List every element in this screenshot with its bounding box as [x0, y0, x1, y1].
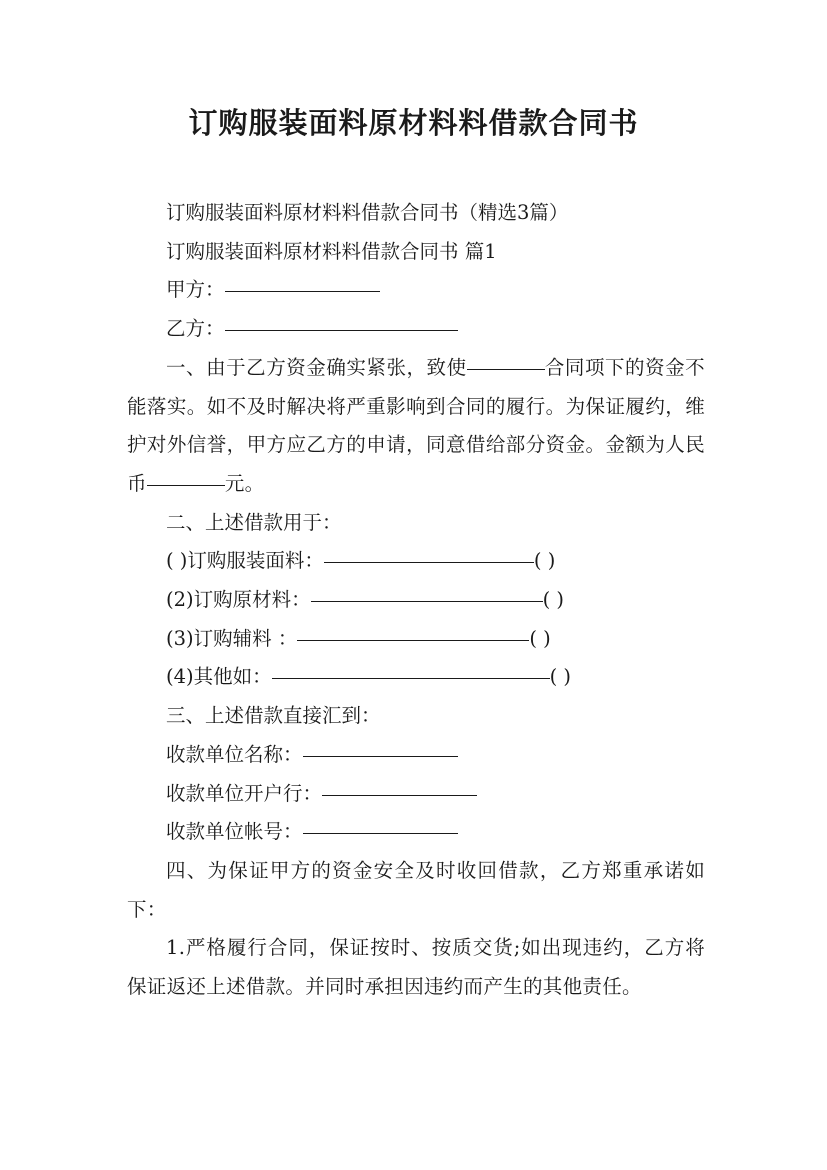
- document-body: [127, 194, 705, 1007]
- party-a-label: 甲方：: [166, 278, 225, 302]
- use-item-blank: [324, 561, 534, 563]
- party-a-blank: [225, 290, 380, 292]
- payee-account-label: 收款单位帐号：: [166, 820, 303, 844]
- use-item-3: [127, 620, 705, 659]
- use-item-2: [127, 581, 705, 620]
- use-item-blank: [272, 677, 550, 679]
- payee-bank-line: [127, 775, 705, 814]
- use-item-suffix: ( ): [533, 549, 556, 573]
- party-b-label: 乙方：: [166, 317, 225, 341]
- party-a-line: [127, 271, 705, 310]
- use-item-label: (2)订购原材料：: [166, 588, 311, 612]
- use-item-4: [127, 658, 705, 697]
- clause-1-text-a: 一、由于乙方资金确实紧张，致使: [166, 355, 467, 379]
- use-item-suffix: ( ): [549, 665, 572, 689]
- clause-3-heading: 三、上述借款直接汇到：: [166, 704, 381, 728]
- clause-4-item-1: 1.严格履行合同，保证按时、按质交货;如出现违约，乙方将保证返还上述借款。并同时承担因违约而产生的其他责任。: [127, 936, 705, 999]
- use-item-label: ( )订购服装面料：: [166, 549, 324, 573]
- part-heading: 订购服装面料原材料料借款合同书 篇1: [166, 239, 497, 263]
- clause-2-heading: 二、上述借款用于：: [166, 510, 342, 534]
- clause-1-text-c: 元。: [224, 471, 265, 495]
- payee-name-line: [127, 736, 705, 775]
- use-item-label: (3)订购辅料 ：: [166, 626, 298, 650]
- use-item-1: [127, 542, 705, 581]
- document-title: 订购服装面料原材料料借款合同书: [188, 106, 639, 140]
- use-item-blank: [297, 639, 529, 641]
- use-item-label: (4)其他如：: [166, 665, 272, 689]
- clause-4: 四、为保证甲方的资金安全及时收回借款，乙方郑重承诺如下：: [127, 858, 705, 921]
- document-subtitle: 订购服装面料原材料料借款合同书（精选3篇）: [166, 201, 569, 224]
- payee-bank-label: 收款单位开户行：: [166, 781, 323, 805]
- payee-name-blank: [303, 755, 458, 757]
- payee-name-label: 收款单位名称：: [166, 742, 303, 766]
- party-b-blank: [225, 329, 458, 331]
- payee-account-blank: [303, 832, 458, 834]
- clause-1: [127, 349, 705, 504]
- payee-bank-blank: [322, 794, 477, 796]
- clause-1-text-b: 合同项下的资金不能落实。如不及时解决将严重影响到合同的履行。为保证履约，维护对外信誉，甲方应乙方的申请，同意借给部分资金。金额为人民币: [127, 355, 705, 495]
- use-item-suffix: ( ): [529, 626, 551, 650]
- use-item-suffix: ( ): [542, 588, 565, 612]
- use-item-blank: [311, 600, 543, 602]
- contract-blank: [467, 368, 545, 370]
- amount-blank: [147, 484, 225, 486]
- party-b-line: [127, 310, 705, 349]
- payee-account-line: [127, 813, 705, 852]
